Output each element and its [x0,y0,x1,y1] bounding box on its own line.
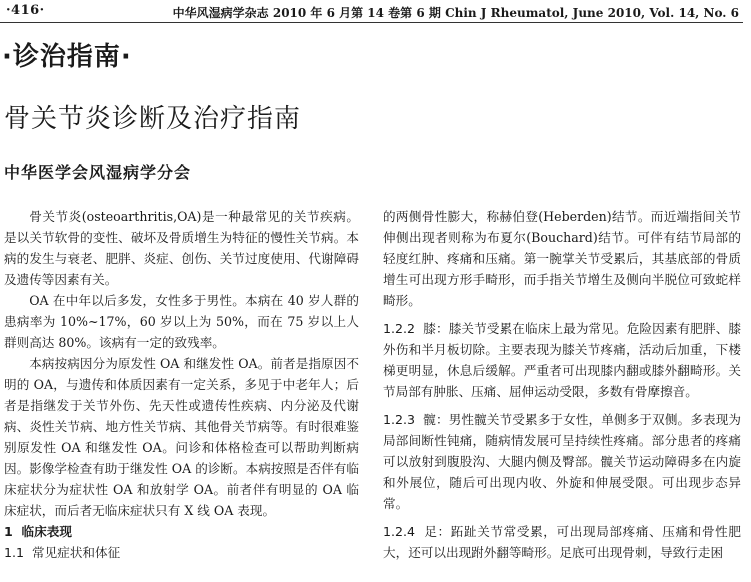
heading-clinical [4,521,359,542]
paragraph-epidemiology: OA 在中年以后多发，女性多于男性。本病在 40 岁人群的患病率为 10%~17%，60 岁以上为 50%，而在 75 岁以上人群则高达 80%。该病有一定的致残率。 [4,293,359,350]
subheading-text: 常见症状和体征 [32,545,121,560]
left-column [4,206,359,563]
section-number-hip: 1.2.3 [383,412,416,427]
article-title: 骨关节炎诊断及治疗指南 [4,104,302,134]
paragraph-foot [383,521,741,563]
section-number-knee: 1.2.2 [383,321,416,336]
paragraph-knee [383,318,741,402]
subheading-number: 1.1 [4,545,25,560]
paragraph-classification: 本病按病因分为原发性 OA 和继发性 OA。前者是指原因不明的 OA，与遗传和体质因素有一定关系，多见于中老年人；后者是指继发于关节外伤、先天性或遗传性疾病、内分泌及代谢病、炎性关节病、地方性关节病、其他骨关节病等。有时很难鉴别原发性 OA 和继发性 OA。问诊和体格检查可以帮助判断病因。影像学检查有助于继发性 OA 的诊断。本病按照是否伴有临床症状分为症状性 OA 和放射学 OA。前者伴有明显的 OA 临床症状，而后者无临床症状只有 X 线 OA 表现。 [4,356,359,518]
paragraph-hand: 的两侧骨性膨大，称赫伯登(Heberden)结节。而近端指间关节伸侧出现者则称为布夏尔(Bouchard)结节。可伴有结节局部的轻度红肿、疼痛和压痛。第一腕掌关节受累后，其基底部的骨质增生可出现方形手畸形，而手指关节增生及侧向半脱位可致蛇样畸形。 [383,209,741,308]
heading-text: 临床表现 [21,524,72,539]
section-number-foot: 1.2.4 [383,524,416,539]
section-text-foot: 足：跖趾关节常受累，可出现局部疼痛、压痛和骨性肥大，还可以出现跗外翻等畸形。足底可出现骨刺，导致行走困 [383,524,741,560]
heading-number: 1 [4,524,13,539]
page-number: ·416· [6,3,45,18]
subheading-symptoms [4,542,359,563]
paragraph-hip [383,409,741,514]
section-text-hip: 髋：男性髋关节受累多于女性，单侧多于双侧。多表现为局部间断性钝痛，随病情发展可呈持续性疼痛。部分患者的疼痛可以放射到腹股沟、大腿内侧及臀部。髋关节运动障碍多在内旋和外展位，随后可出现内收、外旋和伸展受限。可出现步态异常。 [383,412,741,511]
section-label: ·诊治指南· [2,42,132,72]
right-column [383,206,741,563]
running-header: 中华风湿病学杂志 2010 年 6 月第 14 卷第 6 期 Chin J Rheumatol, June 2010, Vol. 14, No. 6 [172,6,739,20]
section-text-knee: 膝：膝关节受累在临床上最为常见。危险因素有肥胖、膝外伤和半月板切除。主要表现为膝关节疼痛，活动后加重，下楼梯更明显，休息后缓解。严重者可出现膝内翻或膝外翻畸形。关节局部有肿胀、压痛、屈伸运动受限，多数有骨摩擦音。 [383,321,741,399]
author-line: 中华医学会风湿病学分会 [4,163,192,182]
paragraph-definition: 骨关节炎(osteoarthritis,OA)是一种最常见的关节疾病。是以关节软骨的变性、破坏及骨质增生为特征的慢性关节病。本病的发生与衰老、肥胖、炎症、创伤、关节过度使用、代谢障碍及遗传等因素有关。 [4,209,359,287]
header-rule [0,22,743,23]
